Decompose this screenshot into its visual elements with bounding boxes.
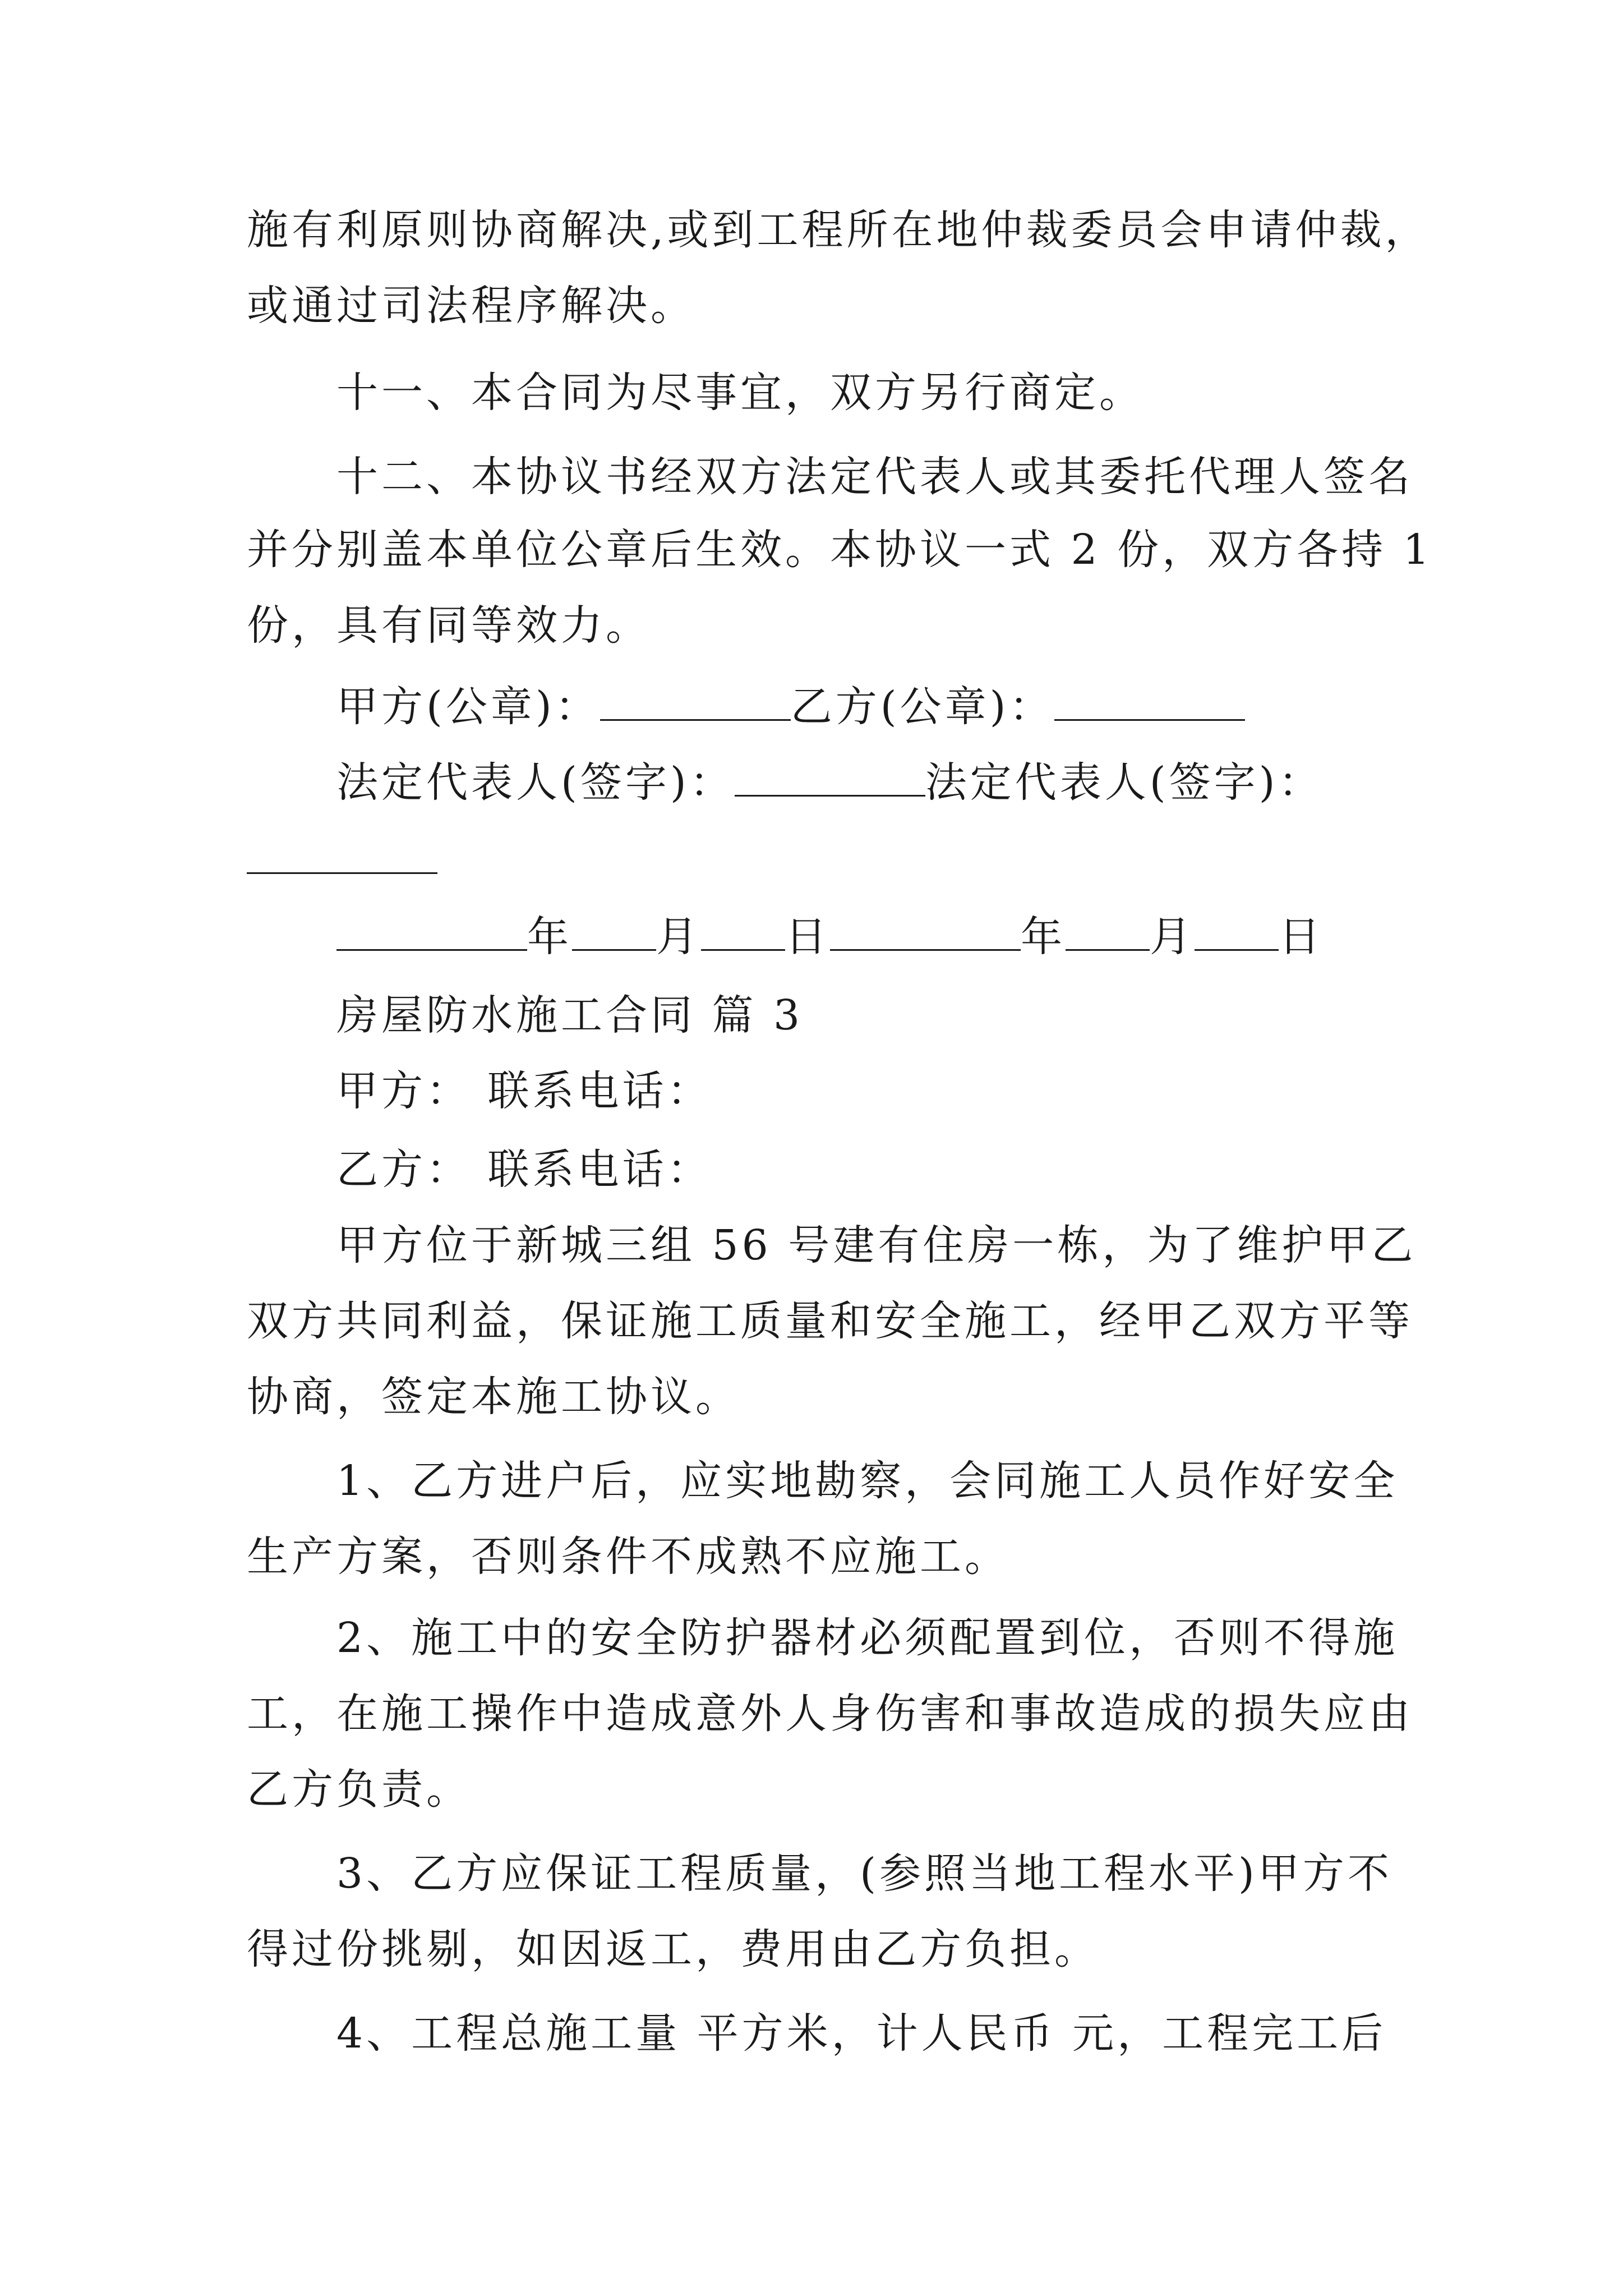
clause-1: 1、乙方进户后，应实地勘察，会同施工人员作好安全 (336, 1457, 1399, 1505)
month-label: 月 (656, 913, 701, 961)
text-line: 并分别盖本单位公章后生效。本协议一式 2 份，双方各持 1 (247, 526, 1433, 574)
representative-line (336, 754, 1324, 811)
clause-12: 十二、本协议书经双方法定代表人或其委托代理人签名 (336, 453, 1413, 501)
party-a-contact: 甲方： 联系电话： (336, 1067, 712, 1115)
text-line: 协商，签定本施工协议。 (247, 1373, 740, 1421)
clause-11: 十一、本合同为尽事宜，双方另行商定。 (336, 369, 1144, 417)
day-label: 日 (1279, 913, 1324, 961)
date-line (336, 909, 1324, 965)
intro-paragraph: 甲方位于新城三组 56 号建有住房一栋，为了维护甲乙 (336, 1221, 1417, 1269)
month-label: 月 (1150, 913, 1195, 961)
day-a-blank (701, 910, 785, 951)
text-line: 或通过司法程序解决。 (247, 282, 695, 330)
text-line: 份，具有同等效力。 (247, 601, 651, 650)
rep-b-label: 法定代表人(签字)： (925, 758, 1324, 807)
text-line: 工，在施工操作中造成意外人身伤害和事故造成的损失应由 (247, 1690, 1413, 1738)
section-title: 房屋防水施工合同 篇 3 (336, 991, 804, 1039)
clause-3: 3、乙方应保证工程质量，(参照当地工程水平)甲方不 (336, 1849, 1393, 1898)
year-label: 年 (527, 913, 572, 961)
party-a-seal-label: 甲方(公章)： (336, 683, 600, 731)
party-b-seal-blank (1054, 680, 1245, 721)
text-line: 乙方负责。 (247, 1765, 471, 1814)
clause-4: 4、工程总施工量 平方米，计人民币 元，工程完工后 (336, 2009, 1387, 2058)
text-line: 双方共同利益，保证施工质量和安全施工，经甲乙双方平等 (247, 1297, 1413, 1345)
month-b-blank (1066, 910, 1150, 951)
seal-line (336, 679, 1245, 735)
year-label: 年 (1021, 913, 1066, 961)
party-a-seal-blank (600, 680, 791, 721)
year-a-blank (336, 910, 527, 951)
text-line: 施有利原则协商解决,或到工程所在地仲裁委员会申请仲裁， (247, 206, 1430, 254)
day-label: 日 (785, 913, 830, 961)
rep-a-blank (735, 756, 925, 797)
rep-b-blank (247, 872, 437, 874)
year-b-blank (830, 910, 1021, 951)
party-b-contact: 乙方： 联系电话： (336, 1145, 712, 1194)
rep-a-label: 法定代表人(签字)： (336, 758, 735, 807)
text-line: 得过份挑剔，如因返工，费用由乙方负担。 (247, 1925, 1099, 1973)
month-a-blank (572, 910, 656, 951)
text-line: 生产方案，否则条件不成熟不应施工。 (247, 1533, 1009, 1581)
party-b-seal-label: 乙方(公章)： (790, 683, 1054, 731)
day-b-blank (1195, 910, 1279, 951)
clause-2: 2、施工中的安全防护器材必须配置到位，否则不得施 (336, 1614, 1399, 1662)
